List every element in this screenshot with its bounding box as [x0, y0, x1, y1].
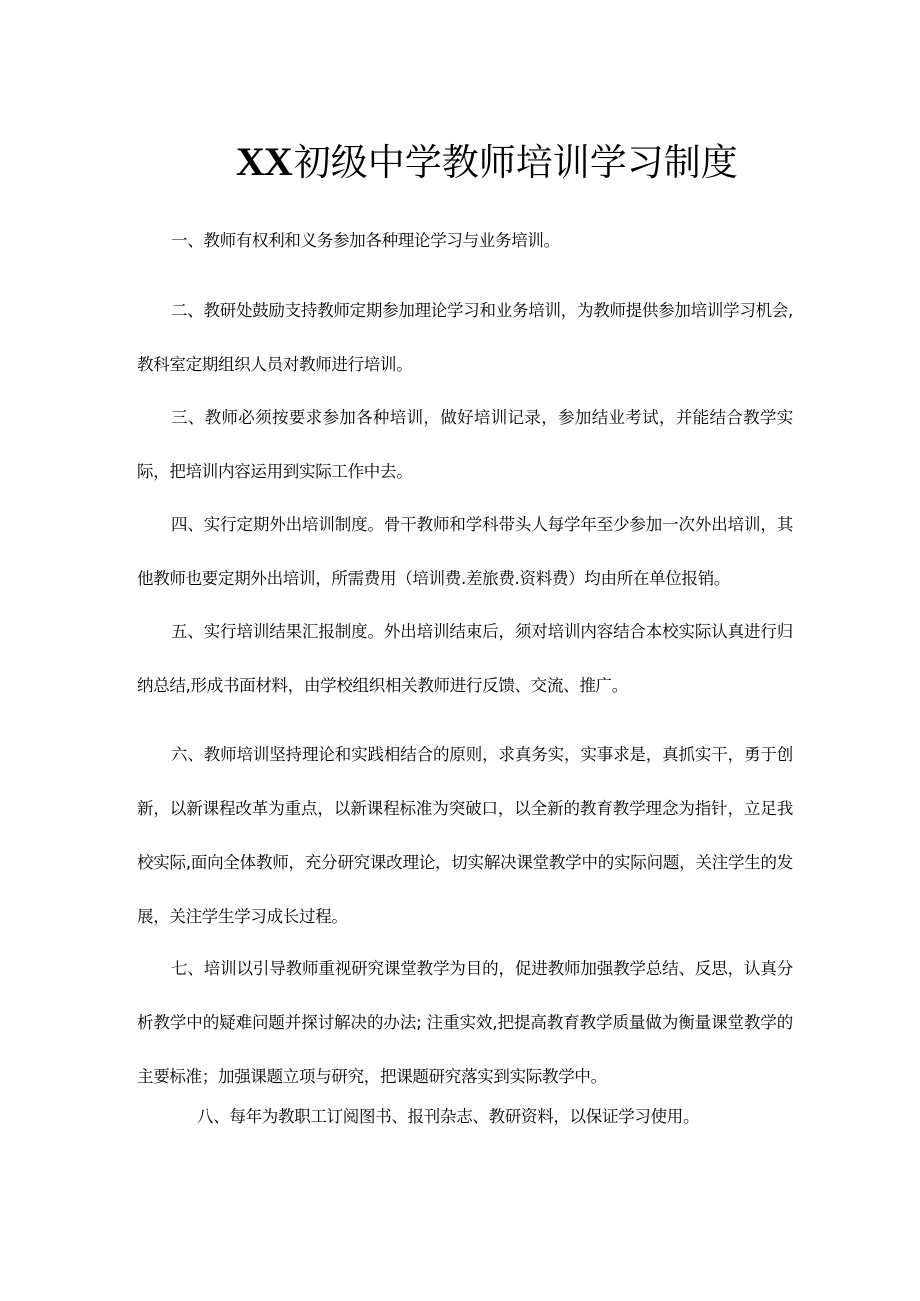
paragraph-4: 四、实行定期外出培训制度。骨干教师和学科带头人每学年至少参加一次外出培训，其他教师也要定期外出培训，所需费用（培训费.差旅费.资料费）均由所在单位报销。 [137, 515, 793, 588]
paragraph-1: 一、教师有权利和义务参加各种理论学习与业务培训。 [171, 231, 560, 250]
title-prefix: XX [236, 139, 292, 184]
paragraph-8: 八、每年为教职工订阅图书、报刊杂志、教研资料，以保证学习使用。 [197, 1107, 700, 1126]
paragraph-7: 七、培训以引导教师重视研究课堂教学为目的，促进教师加强教学总结、反思，认真分析教学中的疑难问题并探讨解决的办法; 注重实效,把提高教育教学质量做为衡量课堂教学的主要标准；加强课题立项与研究，把课题研究落实到实际教学中。 [137, 959, 793, 1086]
title-main: 初级中学教师培训学习制度 [293, 141, 738, 184]
paragraph-5: 五、实行培训结果汇报制度。外出培训结束后，须对培训内容结合本校实际认真进行归纳总结,形成书面材料，由学校组织相关教师进行反馈、交流、推广。 [137, 622, 793, 695]
paragraph-3: 三、教师必须按要求参加各种培训，做好培训记录，参加结业考试，并能结合教学实际，把培训内容运用到实际工作中去。 [137, 408, 793, 481]
paragraph-2: 二、教研处鼓励支持教师定期参加理论学习和业务培训，为教师提供参加培训学习机会,教科室定期组织人员对教师进行培训。 [137, 301, 793, 374]
document-title [236, 136, 796, 189]
paragraph-6: 六、教师培训坚持理论和实践相结合的原则，求真务实，实事求是，真抓实干，勇于创新，以新课程改革为重点，以新课程标准为突破口，以全新的教育教学理念为指针，立足我校实际,面向全体教师，充分研究课改理论，切实解决课堂教学中的实际问题，关注学生的发展，关注学生学习成长过程。 [137, 745, 793, 926]
